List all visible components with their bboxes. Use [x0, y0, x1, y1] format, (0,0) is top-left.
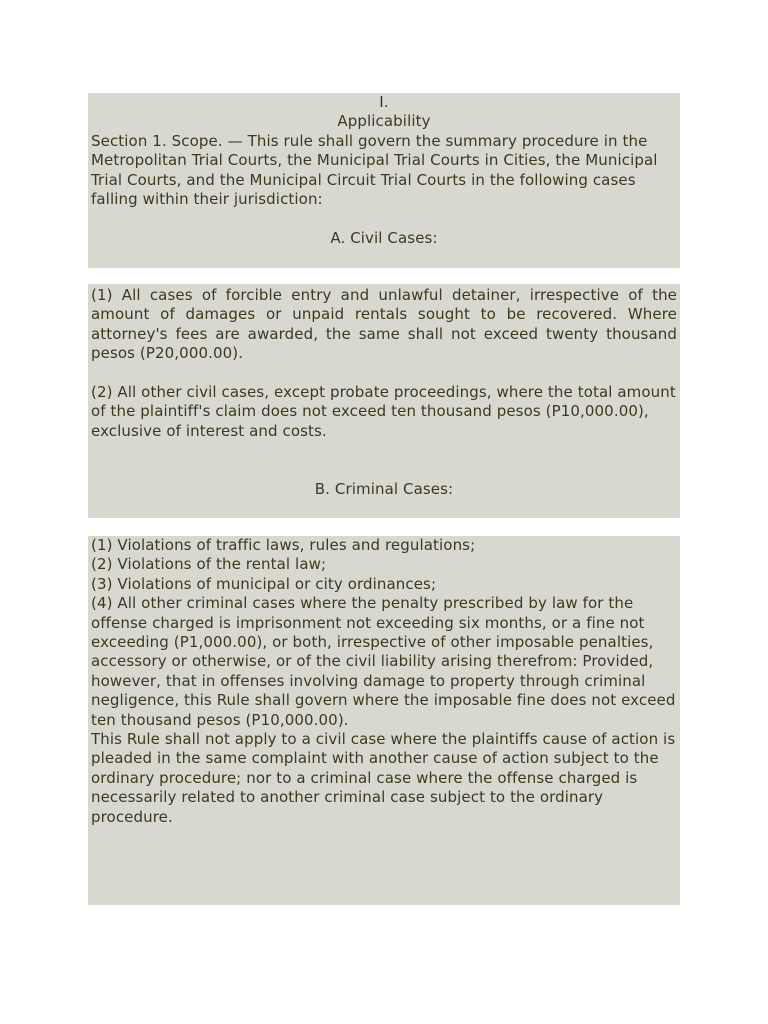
spacer: [91, 209, 677, 228]
criminal-cases-heading: B. Criminal Cases:: [314, 480, 454, 499]
civil-case-item-1: (1) All cases of forcible entry and unlawful detainer, irrespective of the amount of damages or unpaid rentals sought to be recovered. Where attorney's fees are awarded, the same shall not exceed twenty thousand pesos (P20,000.00).: [91, 286, 677, 363]
criminal-cases-section: [88, 536, 680, 905]
civil-cases-section: [88, 284, 680, 518]
criminal-case-item-1: (1) Violations of traffic laws, rules and regulations;: [91, 536, 476, 554]
applicability-section: [88, 93, 680, 268]
criminal-case-item-4: (4) All other criminal cases where the penalty prescribed by law for the offense charged is imprisonment not exceeding six months, or a fine not exceeding (P1,000.00), or both, irrespective of other imposable penalties, accessory or otherwise, or of the civil liability arising therefrom: Provided, however, that in offenses involving damage to property through criminal negligence, this Rule shall govern where the imposable fine does not exceed ten thousand pesos (P10,000.00).: [91, 594, 676, 729]
criminal-case-item-3: (3) Violations of municipal or city ordinances;: [91, 574, 437, 593]
criminal-case-item-2: (2) Violations of the rental law;: [91, 555, 327, 574]
spacer: [91, 441, 677, 460]
civil-case-item-2: (2) All other civil cases, except probate proceedings, where the total amount of the plaintiff's claim does not exceed ten thousand pesos (P10,000.00), exclusive of interest and costs.: [91, 383, 676, 440]
exclusion-paragraph: This Rule shall not apply to a civil case where the plaintiffs cause of action is pleaded in the same complaint with another cause of action subject to the ordinary procedure; nor to a criminal case where the offense charged is necessarily related to another criminal case subject to the ordinary procedure.: [91, 730, 676, 826]
section-heading: Applicability: [337, 112, 431, 131]
scope-paragraph: Section 1. Scope. — This rule shall govern the summary procedure in the Metropolitan Trial Courts, the Municipal Trial Courts in Cities, the Municipal Trial Courts, and the Municipal Circuit Trial Courts in the following cases falling within their jurisdiction:: [91, 131, 658, 209]
civil-cases-heading: A. Civil Cases:: [330, 228, 438, 247]
spacer: [91, 364, 677, 383]
spacer: [91, 461, 677, 480]
section-number: I.: [379, 93, 389, 111]
